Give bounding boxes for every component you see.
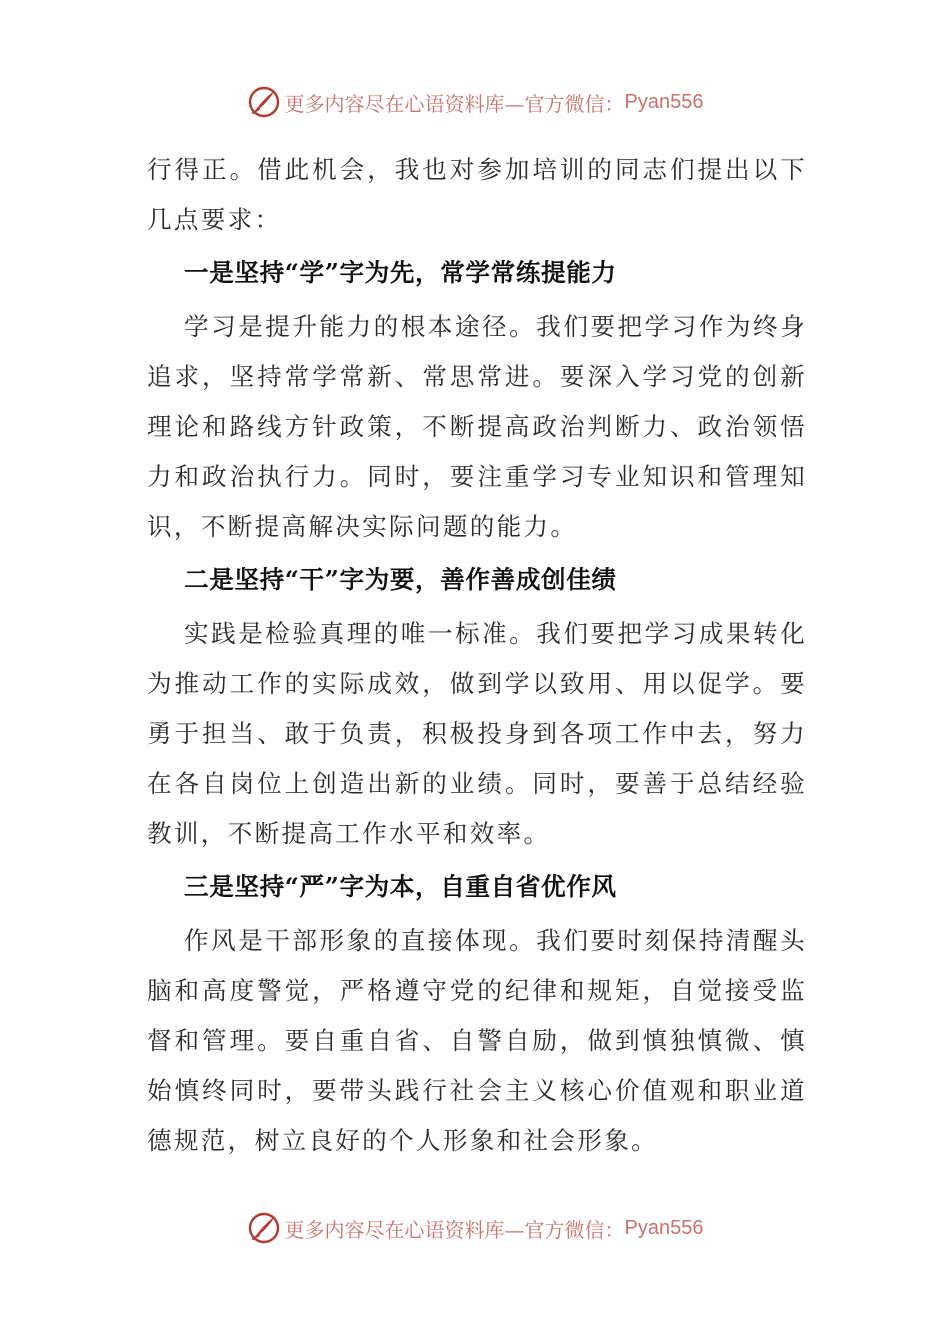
- footer-banner: [0, 1208, 950, 1248]
- section-heading-2: 二是坚持“干”字为要，善作善成创佳绩: [184, 565, 617, 594]
- header-banner: [0, 82, 950, 122]
- paragraph-section-2: 实践是检验真理的唯一标准。我们要把学习成果转化为推动工作的实际成效，做到学以致用、用以促学。要勇于担当、敢于负责，积极投身到各项工作中去，努力在各自岗位上创造出新的业绩。同时，要善于总结经验教训，不断提高工作水平和效率。: [147, 619, 807, 848]
- document-body: [147, 145, 807, 1166]
- quill-seal-icon: [247, 85, 281, 119]
- paragraph-section-3: 作风是干部形象的直接体现。我们要时刻保持清醒头脑和高度警觉，严格遵守党的纪律和规矩，自觉接受监督和管理。要自重自省、自警自励，做到慎独慎微、慎始慎终同时，要带头践行社会主义核心价值观和职业道德规范，树立良好的个人形象和社会形象。: [147, 926, 807, 1155]
- banner-wechat-id: Pyan556: [624, 1216, 704, 1239]
- quill-seal-icon: [247, 1211, 281, 1245]
- paragraph-section-1: 学习是提升能力的根本途径。我们要把学习作为终身追求，坚持常学常新、常思常进。要深入学习党的创新理论和路线方针政策，不断提高政治判断力、政治领悟力和政治执行力。同时，要注重学习专业知识和管理知识，不断提高解决实际问题的能力。: [147, 312, 807, 541]
- paragraph-intro: 行得正。借此机会，我也对参加培训的同志们提出以下几点要求：: [147, 155, 807, 234]
- section-heading-1: 一是坚持“学”字为先，常学常练提能力: [184, 258, 617, 287]
- banner-wechat-id: Pyan556: [624, 90, 704, 113]
- banner-text: 更多内容尽在心语资料库—官方微信：: [284, 91, 625, 116]
- banner-text: 更多内容尽在心语资料库—官方微信：: [284, 1217, 625, 1242]
- section-heading-3: 三是坚持“严”字为本，自重自省优作风: [184, 872, 617, 901]
